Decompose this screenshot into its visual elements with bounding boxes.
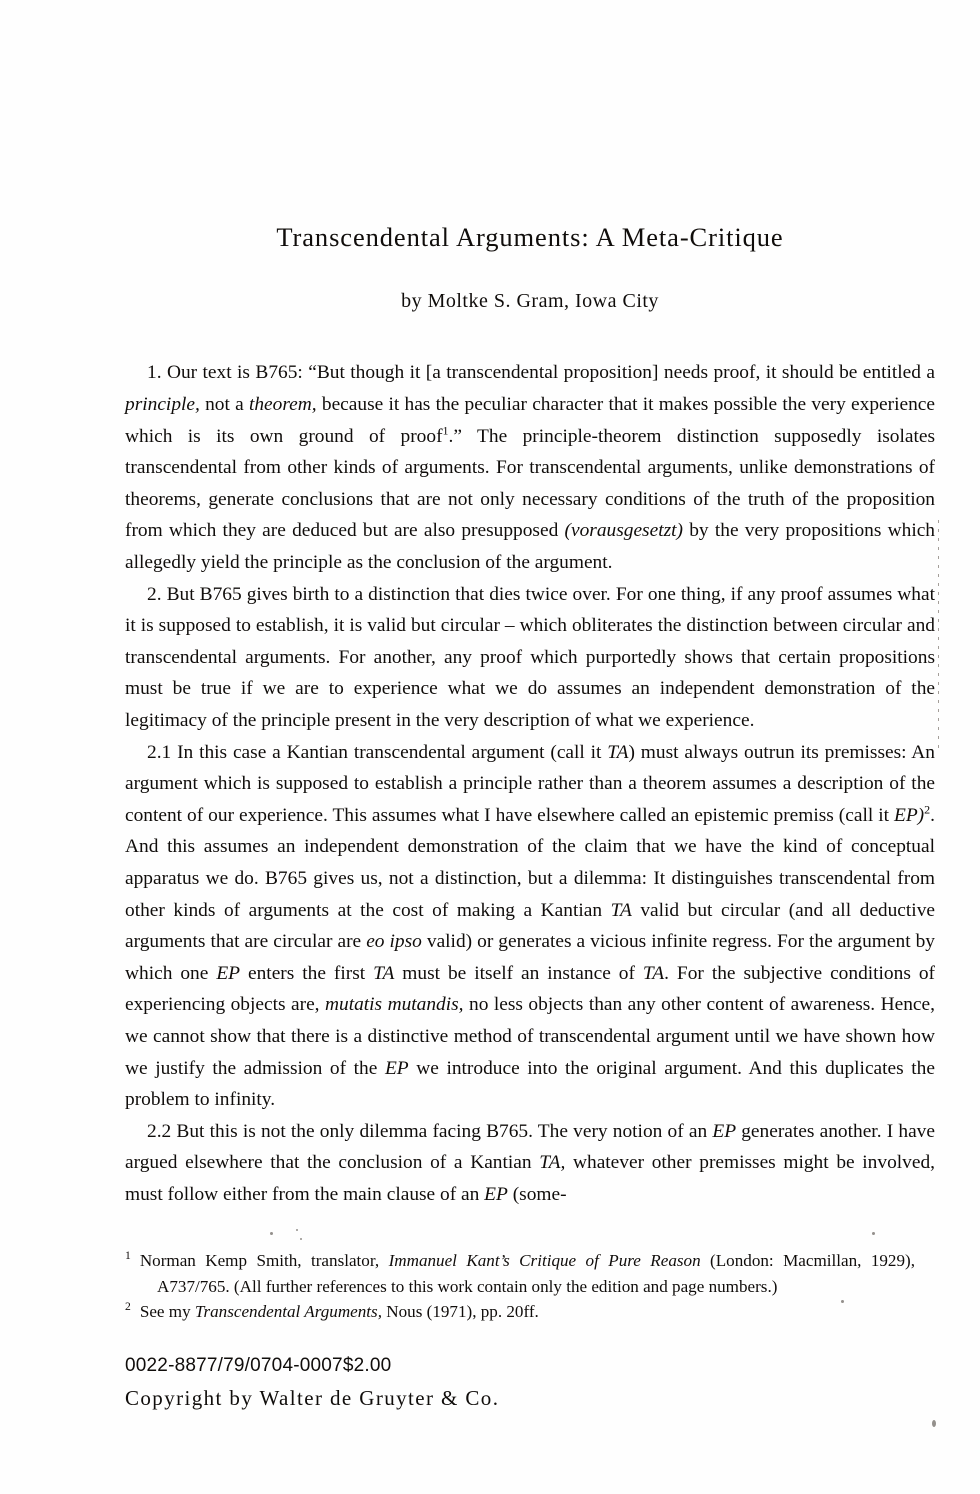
body-paragraph-2-2: 2.2 But this is not the only dilemma facing B765. The very notion of an EP generates another. I have argued elsewhere that the conclusion of a Kantian TA, whatever other premisses might be involved, must follow either from the main clause of an EP (some- — [125, 1120, 936, 1205]
footnotes-block — [125, 1248, 915, 1325]
footnote-1 — [125, 1248, 915, 1299]
author-byline: by Moltke S. Gram, Iowa City — [401, 290, 659, 313]
scan-speck — [296, 1229, 298, 1231]
copyright-notice: Copyright by Walter de Gruyter & Co. — [125, 1386, 500, 1410]
colophon-block — [125, 1355, 825, 1411]
footnote-text: See my Transcendental Arguments, Nous (1971), pp. 20ff. — [139, 1302, 539, 1321]
scan-speck — [932, 1420, 936, 1427]
body-paragraph-2-1: 2.1 In this case a Kantian transcendental argument (call it TA) must always outrun its premisses: An argument which is supposed to establish a principle rather than a theorem assumes a description of the content of our experience. This assumes what I have elsewhere called an epistemic premiss (call it EP)$^2$. And this assumes an independent demonstration of the claim that we have the kind of conceptual apparatus we do. B765 gives us, not a distinction, but a dilemma: It distinguishes transcendental from other kinds of arguments at the cost of making a Kantian TA valid but circular (and all deductive arguments that are circular are eo ipso valid) or generates a vicious infinite regress. For the argument by which one EP enters the first TA must be itself an instance of TA. For the subjective conditions of experiencing objects are, mutatis mutandis, no less objects than any other content of awareness. Hence, we cannot show that there is a distinctive method of transcendental argument until we have shown how we justify the admission of the EP we introduce into the original argument. And this duplicates the problem to infinity. — [125, 741, 935, 1111]
scan-speck — [872, 1232, 875, 1235]
body-paragraph-2: 2. But B765 gives birth to a distinction that dies twice over. For one thing, if any proof assumes what it is supposed to establish, it is valid but circular – which obliterates the distinction between circular and transcendental arguments. For another, any proof which purportedly shows that certain propositions must be true if we are to experience what we do assumes an independent demonstration of the legitimacy of the principle present in the very description of what we experience. — [125, 583, 935, 731]
page-content — [125, 0, 935, 1211]
footnote-text: Norman Kemp Smith, translator, Immanuel Kant’s Critique of Pure Reason (London: Macmillan, 1929), A737/765. (All further references to this work contain only the edition and page numbers.) — [139, 1251, 915, 1296]
footnote-2 — [125, 1299, 915, 1325]
scan-speck — [270, 1232, 273, 1235]
page-title: Transcendental Arguments: A Meta-Critique — [276, 222, 784, 252]
issn-code: 0022-8877/79/0704-0007$2.00 — [125, 1355, 392, 1376]
footnote-marker: 1 — [125, 1249, 131, 1263]
scan-artifact-line — [938, 520, 939, 750]
scan-speck — [300, 1238, 302, 1240]
article-body — [125, 313, 935, 1210]
footnote-marker: 2 — [125, 1300, 131, 1314]
body-paragraph-1: 1. Our text is B765: “But though it [a transcendental proposition] needs proof, it should be entitled a principle, not a theorem, because it has the peculiar character that it makes possible the very experience which is its own ground of proof$^1$.” The principle-theorem distinction supposedly isolates transcendental from other kinds of arguments. For transcendental arguments, unlike demonstrations of theorems, generate conclusions that are not only necessary conditions of the truth of the proposition from which they are deduced but are also presupposed (vorausgesetzt) by the very propositions which allegedly yield the principle as the conclusion of the argument. — [125, 362, 936, 574]
